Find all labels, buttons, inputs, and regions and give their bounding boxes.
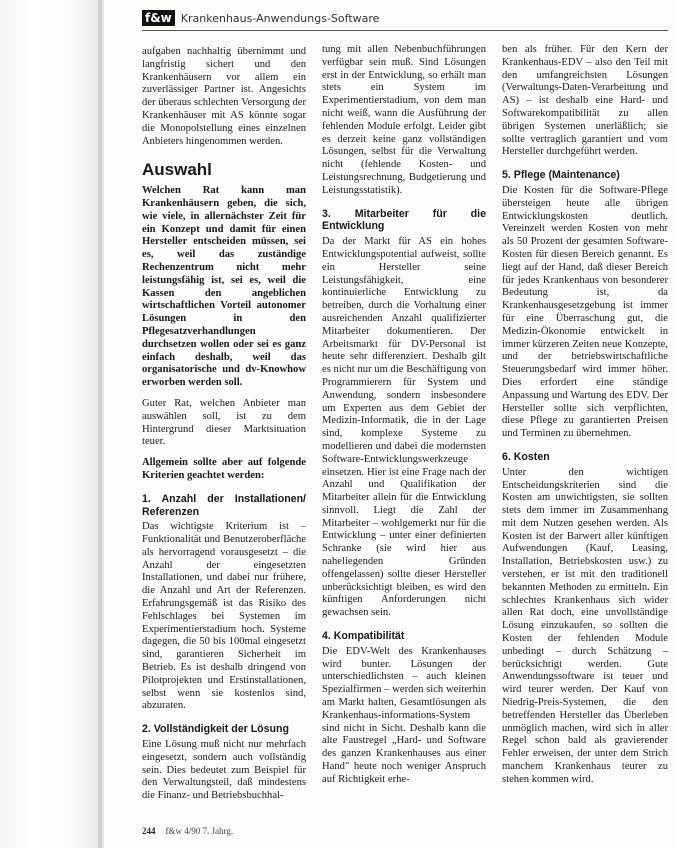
text-column-2 [322,44,486,795]
subheading: 4. Kompatibilität [322,630,405,643]
journal-issue: f&w 4/90 7. Jahrg. [165,826,234,836]
page-number: 244 [142,826,156,836]
paragraph: Unter den wichtigen Entscheidungskriterien sind die Kosten am unwichtigsten, sie sollten stets dem immer im Zusammenhang mit dem Nutzen gesehen werden. Als Kosten ist der Barwert aller künftigen Aufwendungen (Kauf, Leasing, Installation, Betriebskosten usw.) zu verstehen, er ist mit den traditionell bekannten Methoden zu ermitteln. Ein schlechtes Krankenhaus sich wider allen Rat doch, eine unvollständige Lösung einzukaufen, so sollten die Kosten der fehlenden Module unbedingt – durch Schätzung – berücksichtigt werden. Gute Anwendungssoftware ist teuer und wird teurer werden. Der Kauf von Niedrig-Preis-Systemen, die den betreffenden Hersteller das Überleben unmöglich machen, wird sich in aller Regel schon bald als gravierender Fehler erweisen, der unter dem Strich manchem Krankenhaus teurer zu stehen kommen wird. [502,466,668,785]
running-title: Krankenhaus-Anwendungs-Software [180,11,380,25]
page-header [142,8,379,28]
paragraph: aufgaben nachhaltig übernimmt und langfristig sichert und den Krankenhäusern vor allem ein zuverlässiger Partner ist. Angesichts der überaus schlechten Versorgung der Krankenhäuser mit AS könnte sogar die Monopolstellung eines einzelnen Anbieters hingenommen werden. [142,46,306,147]
book-gutter-shadow [98,0,102,848]
paragraph: Die Kosten für die Software-Pflege übersteigen heute alle übrigen Entwicklungskosten deutlich. Vereinzelt werden Kosten von mehr als 50 Prozent der gesamten Software-Kosten für diesen Bereich genannt. Es liegt auf der Hand, daß dieser Bereich für jedes Krankenhaus von besonderer Bedeutung ist, da Krankenhausgesetzgebung ist immer für eine Überraschung gut, die Medizin-Ökonomie entwickelt in immer kürzeren Zeiten neue Konzepte, und der betriebswirtschaftliche Steuerungsbedarf wird immer höher. Dies erfordert eine ständige Anpassung und Wartung des EDV. Der Hersteller sollte sich verpflichten, diese Pflege zu garantierten Preisen und Terminen zu übernehmen. [502,184,668,440]
subheading: 6. Kosten [502,450,550,463]
page-footer [142,826,233,836]
journal-logo: f&w [142,10,175,26]
subheading: 5. Pflege (Maintenance) [502,169,620,182]
paragraph: tung mit allen Nebenbuchführungen verfügbar sein muß. Sind Lösungen erst in der Entwicklung, so erhält man stets ein System im Experimentierstadium, von dem man nicht weiß, wann die Ausführung der fehlenden Module erfolgt. Leider gibt es derzeit keine ganz vollständigen Lösungen, selbst für die Verwaltung nicht (fehlende Kosten- und Leistungsrechnung, Budgetierung und Leistungsstatistik). [322,44,486,196]
text-column-3 [502,44,668,795]
book-spine-left [0,0,104,848]
subheading: 2. Vollständigkeit der Lösung [142,723,289,736]
section-heading: Auswahl [142,160,212,180]
paragraph: Das wichtigste Kriterium ist – Funktionalität und Benutzeroberfläche als hervorragend vorausgesetzt – die Anzahl der eingesetzten Installationen, und dabei nur frühere, die Anzahl und Art der Referenzen. Erfahrungsgemäß ist das Risiko des Fehlschlages bei Systemen im Experimentierstadium hoch. Systeme dagegen, die 50 bis 100mal eingesetzt sind, garantieren Sicherheit im Betrieb. Es ist deshalb dringend von Pilotprojekten und Erstinstallationen, selbst wenn sie kostenlos sind, abzuraten. [142,521,306,712]
lead-paragraph: Welchen Rat kann man Krankenhäusern geben, die sich, wie viele, in allernächster Zeit für ein Konzept und damit für einen Hersteller entscheiden müssen, sei es, weil das zuständige Rechenzentrum nicht mehr leistungsfähig ist, sei es, weil die Kassen den angeblichen wirtschaftlichen Vorteil autonomer Lösungen in den Pflegesatzverhandlungen durchsetzen wollen oder sei es ganz einfach deshalb, weil das organisatorische und dv-Knowhow erworben werden soll. [142,185,306,389]
paragraph: Guter Rat, welchen Anbieter man auswählen soll, ist zu dem Hintergrund dieser Marktsituation teuer. [142,397,306,448]
text-column-1 [142,46,306,811]
paragraph: Eine Lösung muß nicht nur mehrfach eingesetzt, sondern auch vollständig sein. Dies bedeutet zum Beispiel für den Verwaltungsteil, daß mindestens die Finanz- und Betriebsbuchhal- [142,739,306,802]
paragraph: Die EDV-Welt des Krankenhauses wird bunter. Lösungen der unterschiedlichsten – auch kleinen Spezialfirmen – werden sich weiterhin am Markt halten, Gesamtlösungen als Krankenhaus-informations-System sind nicht in Sicht. Deshalb kann die alte Faustregel „Hard- und Software des ganzen Krankenhauses aus einer Hand" heute noch weniger Anspruch auf Richtigkeit erhe- [322,645,486,785]
header-rule [142,30,668,31]
subheading: 3. Mitarbeiter für die Entwicklung [322,207,486,233]
criteria-intro: Allgemein sollte aber auf folgende Kriterien geachtet werden: [142,457,306,481]
paragraph: Da der Markt für AS ein hohes Entwicklungspotential aufweist, sollte ein Hersteller seine Leistungsfähigkeit, eine kontinuierliche Entwicklung zu betreiben, durch die Vorhaltung einer ausreichenden Anzahl qualifizierter Mitarbeiter dokumentieren. Der Arbeitsmarkt für DV-Personal ist heute sehr differenziert. Deshalb gilt es nicht nur um die Beschäftigung von Programmierern für System und Anwendung, sondern insbesondere um Experten aus dem Gebiet der Medizin-Informatik, die in der Lage sind, komplexe Systeme zu modellieren und dabei die modernsten Software-Entwicklungswerkzeuge einsetzen. Hier ist eine Frage nach der Anzahl und Qualifikation der Mitarbeiter allein für die Entwicklung sinnvoll. Liegt die Zahl der Mitarbeiter – wohlgemerkt nur für die Entwicklung – unter einer definierten Schranke (sie wird hier aus naheliegenden Gründen offengelassen) sollte dieser Hersteller unberücksichtigt bleiben, es wird den künftigen Anforderungen nicht gewachsen sein. [322,236,486,619]
subheading: 1. Anzahl der Installationen/ Referenzen [142,492,306,518]
page-right-margin [676,0,690,848]
paragraph: ben als früher. Für den Kern der Krankenhaus-EDV – also den Teil mit den umfangreichsten Lösungen (Verwaltungs-Daten-Verarbeitung und AS) – ist deshalb eine Hard- und Softwarekompatibilität zu allen übrigen Systemen unerläßlich; sie sollte vertraglich garantiert und vom Hersteller durchgeführt werden. [502,44,668,158]
